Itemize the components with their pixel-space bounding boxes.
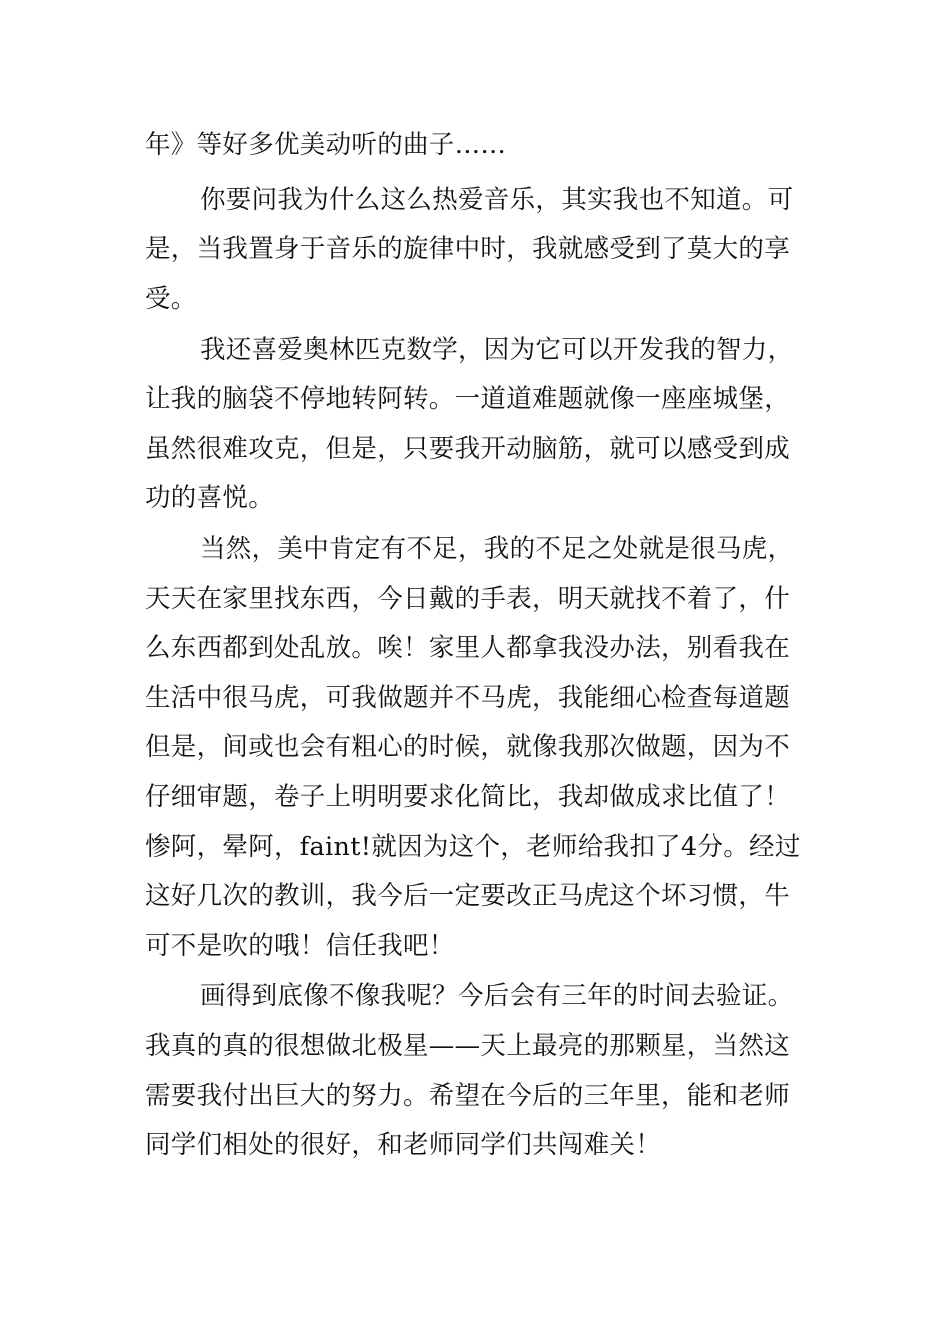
paragraph-start: 画得到底像不像我呢？今后会有三年的时间去验证。 (200, 981, 794, 1011)
text-line: 可不是吹的哦！信任我吧！ (145, 931, 455, 961)
text-line: 仔细审题，卷子上明明要求化简比，我却做成求比值了！ (145, 782, 791, 812)
text-line: 是，当我置身于音乐的旋律中时，我就感受到了莫大的享 (145, 234, 791, 264)
text-line: 让我的脑袋不停地转阿转。一道道难题就像一座座城堡， (145, 384, 791, 414)
text-line: 我真的真的很想做北极星——天上最亮的那颗星，当然这 (145, 1031, 791, 1061)
text-line: 这好几次的教训，我今后一定要改正马虎这个坏习惯，牛 (145, 881, 791, 911)
text-line: 年》等好多优美动听的曲子…… (145, 130, 507, 160)
text-line: 受。 (145, 284, 197, 314)
text-line: 么东西都到处乱放。唉！家里人都拿我没办法，别看我在 (145, 633, 791, 663)
paragraph-start: 你要问我为什么这么热爱音乐，其实我也不知道。可 (200, 185, 794, 215)
text-line: 天天在家里找东西，今日戴的手表，明天就找不着了，什 (145, 584, 791, 614)
text-line: 生活中很马虎，可我做题并不马虎，我能细心检查每道题 (145, 683, 791, 713)
text-line: 功的喜悦。 (145, 483, 275, 513)
paragraph-start: 当然，美中肯定有不足，我的不足之处就是很马虎， (200, 534, 794, 564)
text-line: 需要我付出巨大的努力。希望在今后的三年里，能和老师 (145, 1081, 791, 1111)
paragraph-start: 我还喜爱奥林匹克数学，因为它可以开发我的智力， (200, 335, 794, 365)
text-line: 虽然很难攻克，但是，只要我开动脑筋，就可以感受到成 (145, 434, 791, 464)
text-line: 惨阿，晕阿，faint!就因为这个，老师给我扣了4分。经过 (145, 832, 801, 862)
text-line: 同学们相处的很好，和老师同学们共闯难关！ (145, 1130, 662, 1160)
text-line: 但是，间或也会有粗心的时候，就像我那次做题，因为不 (145, 732, 791, 762)
